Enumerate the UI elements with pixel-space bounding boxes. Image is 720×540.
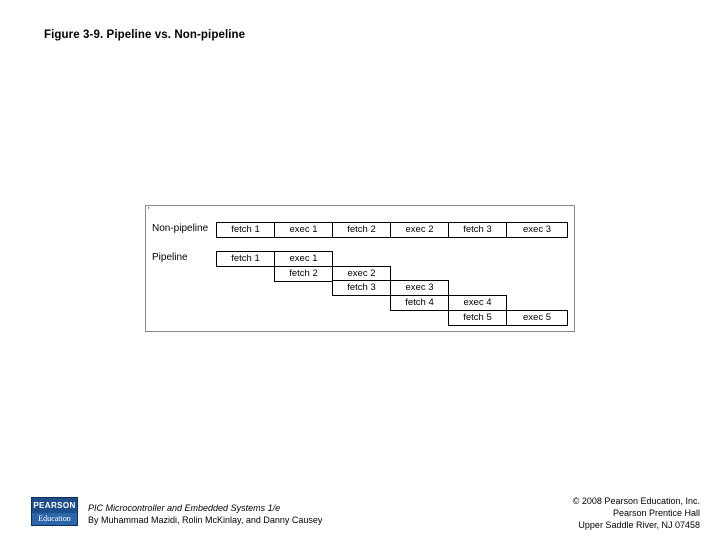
pipeline-cell: fetch 5 [448, 310, 507, 326]
non-pipeline-cell: exec 3 [506, 222, 568, 238]
pipeline-cell: fetch 1 [216, 251, 275, 267]
pipeline-cell: fetch 3 [332, 280, 391, 296]
corner-mark: ' [148, 206, 150, 215]
copyright-line: Upper Saddle River, NJ 07458 [578, 520, 700, 530]
pipeline-cell: exec 4 [448, 295, 507, 311]
non-pipeline-cell: fetch 1 [216, 222, 275, 238]
pipeline-cell: fetch 4 [390, 295, 449, 311]
pipeline-diagram [145, 205, 575, 332]
pearson-logo [31, 497, 78, 526]
non-pipeline-label: Non-pipeline [152, 223, 209, 234]
copyright-line: © 2008 Pearson Education, Inc. [572, 496, 700, 506]
book-credit [88, 502, 322, 526]
pipeline-label: Pipeline [152, 252, 188, 263]
figure-title: Figure 3-9. Pipeline vs. Non-pipeline [44, 29, 246, 41]
copyright-line: Pearson Prentice Hall [612, 508, 700, 518]
book-title: PIC Microcontroller and Embedded Systems 1/e [88, 503, 281, 513]
non-pipeline-cell: exec 1 [274, 222, 333, 238]
pipeline-cell: exec 2 [332, 266, 391, 282]
book-authors: By Muhammad Mazidi, Rolin McKinlay, and Danny Causey [88, 515, 323, 525]
copyright-block [573, 495, 700, 531]
pipeline-cell: fetch 2 [274, 266, 333, 282]
non-pipeline-cell: fetch 2 [332, 222, 391, 238]
logo-bottom-text: Education [32, 513, 77, 525]
non-pipeline-cell: exec 2 [390, 222, 449, 238]
non-pipeline-cell: fetch 3 [448, 222, 507, 238]
logo-top-text: PEARSON [33, 501, 76, 510]
pipeline-cell: exec 1 [274, 251, 333, 267]
pipeline-cell: exec 3 [390, 280, 449, 296]
pipeline-cell: exec 5 [506, 310, 568, 326]
